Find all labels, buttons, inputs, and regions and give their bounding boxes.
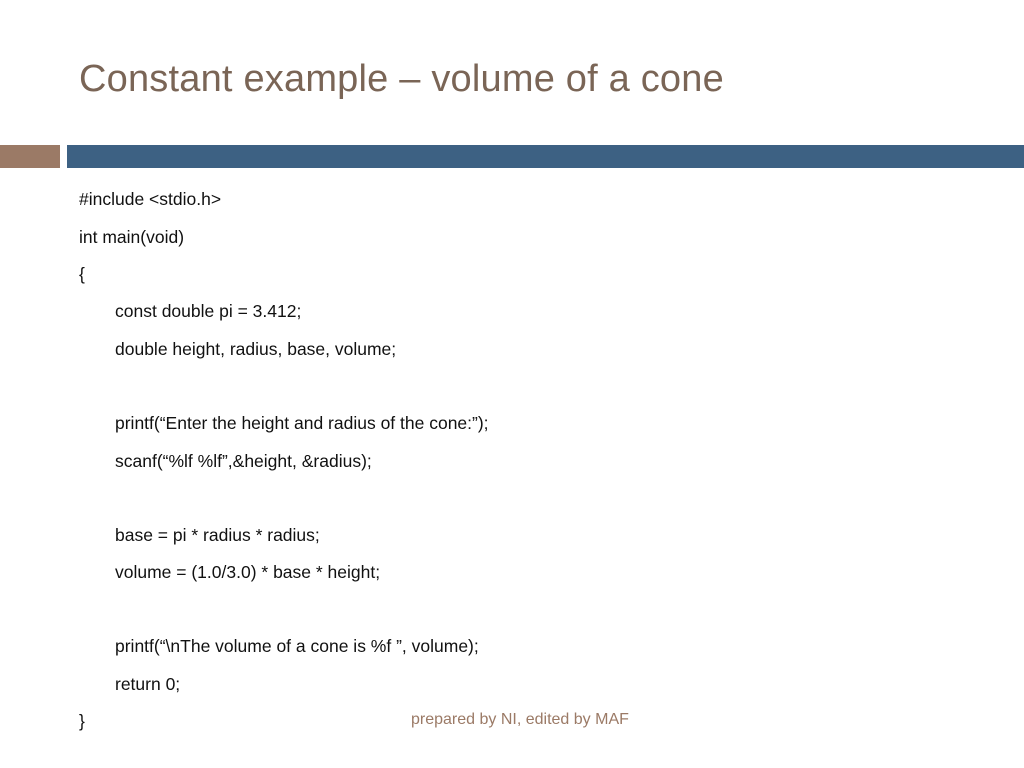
code-line-main: int main(void) [79,227,185,247]
code-line-scanf: scanf(“%lf %lf”,&height, &radius); [115,451,372,471]
slide-title: Constant example – volume of a cone [79,58,724,100]
code-line-declarations: double height, radius, base, volume; [115,339,397,359]
code-line-volume: volume = (1.0/3.0) * base * height; [115,562,381,582]
code-line-base: base = pi * radius * radius; [115,525,320,545]
code-line-const-pi: const double pi = 3.412; [115,301,302,321]
code-line-open-brace: { [79,264,85,284]
code-line-printf-prompt: printf(“Enter the height and radius of the cone:”); [115,413,489,433]
accent-bar-left [0,145,60,168]
code-line-close-brace: } [79,711,85,731]
code-line-printf-result: printf(“\nThe volume of a cone is %f ”, volume); [115,636,479,656]
code-line-include: #include <stdio.h> [79,189,222,209]
accent-bar-right [67,145,1024,168]
footer-credit: prepared by NI, edited by MAF [411,711,629,728]
code-line-return: return 0; [115,674,181,694]
